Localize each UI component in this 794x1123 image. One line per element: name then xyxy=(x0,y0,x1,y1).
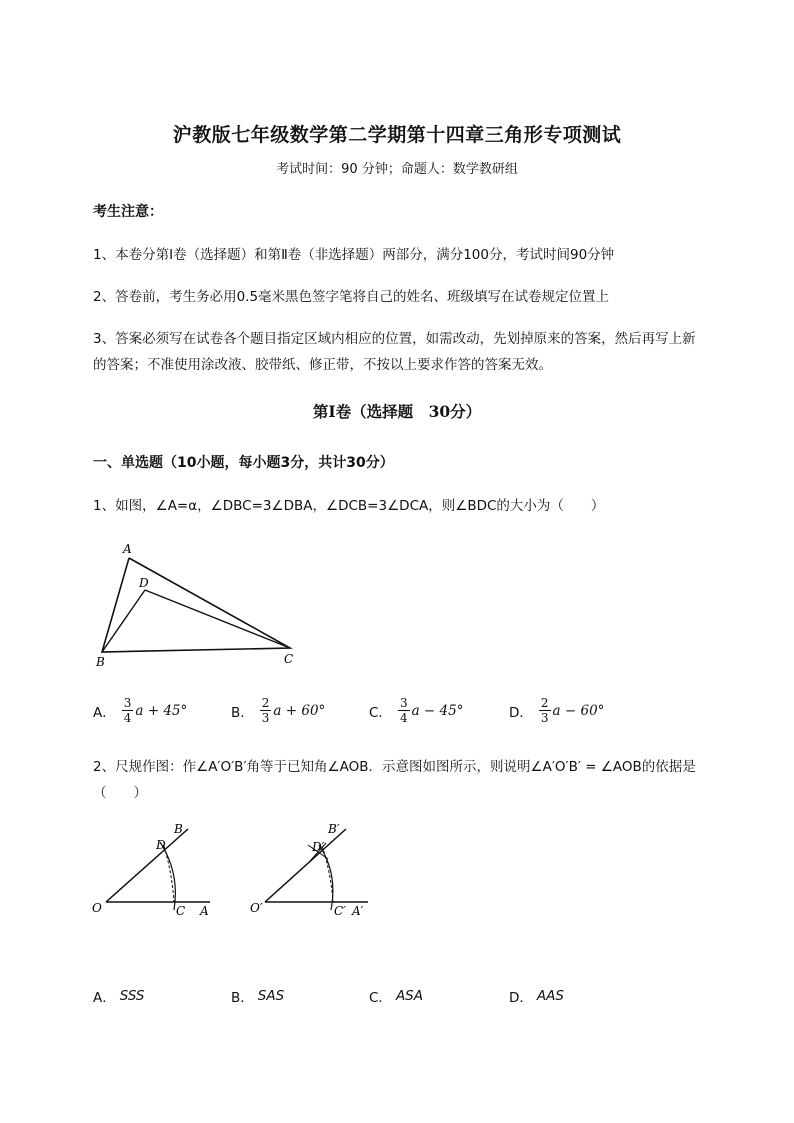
q2-option-c[interactable] xyxy=(369,986,423,1006)
option-b[interactable] xyxy=(231,696,325,725)
frac-den: 4 xyxy=(123,711,132,725)
frac-num: 3 xyxy=(123,696,132,710)
option-letter: D． xyxy=(509,704,533,721)
option-letter: A． xyxy=(93,704,116,721)
label-B: B xyxy=(174,822,183,836)
notice-item-2: 2、答卷前，考生务必用0.5毫米黑色签字笔将自己的姓名、班级填写在试卷规定位置上 xyxy=(93,289,610,305)
label-C: C xyxy=(284,652,294,666)
label-D-prime: D′ xyxy=(312,840,325,854)
option-expr: a + 60° xyxy=(273,702,326,719)
notice-item-3: 3、答案必须写在试卷各个题目指定区域内相应的位置，如需改动，先划掉原来的答案，然后再写上新 xyxy=(93,331,696,347)
page-title: 沪教版七年级数学第二学期第十四章三角形专项测试 xyxy=(172,124,622,146)
option-expr: a − 60° xyxy=(552,702,605,719)
option-letter: B． xyxy=(231,704,254,721)
option-d[interactable] xyxy=(509,696,604,725)
option-expr: a + 45° xyxy=(135,702,188,719)
label-A-prime: A′ xyxy=(352,904,364,918)
label-B-prime: B′ xyxy=(328,822,340,836)
option-letter: C． xyxy=(369,704,392,721)
option-letter: A． xyxy=(93,990,116,1006)
question-1-text: 1、如图，∠A=α，∠DBC=3∠DBA，∠DCB=3∠DCA，则∠BDC的大小为（ ） xyxy=(93,498,605,514)
label-C: C xyxy=(176,904,186,918)
label-B: B xyxy=(96,655,105,669)
label-O: O xyxy=(92,901,102,915)
label-A: A xyxy=(123,542,132,556)
label-D: D xyxy=(156,838,166,852)
group-heading: 一、单选题（10小题，每小题3分，共计30分） xyxy=(93,455,394,471)
notice-heading: 考生注意： xyxy=(93,204,163,220)
frac-num: 2 xyxy=(540,696,549,710)
q2-option-a[interactable] xyxy=(93,986,145,1006)
option-expr: a − 45° xyxy=(411,702,464,719)
option-value: SAS xyxy=(257,988,285,1004)
label-A: A xyxy=(200,904,209,918)
option-letter: D． xyxy=(509,990,533,1006)
q2-option-b[interactable] xyxy=(231,986,284,1006)
option-c[interactable] xyxy=(369,696,463,725)
question-2-text: 2、尺规作图：作∠A′O′B′角等于已知角∠AOB．示意图如图所示，则说明∠A′O′B′ = ∠AOB的依据是 xyxy=(93,759,696,775)
label-O-prime: O′ xyxy=(250,901,263,915)
option-letter: C． xyxy=(369,990,392,1006)
notice-item-3-cont: 的答案；不准使用涂改液、胶带纸、修正带，不按以上要求作答的答案无效。 xyxy=(93,357,552,373)
construction-figure xyxy=(88,815,388,925)
notice-item-1: 1、本卷分第Ⅰ卷（选择题）和第Ⅱ卷（非选择题）两部分，满分100分，考试时间90分钟 xyxy=(93,247,615,263)
option-a[interactable] xyxy=(93,696,187,725)
option-value: AAS xyxy=(536,988,564,1004)
frac-num: 3 xyxy=(399,696,408,710)
frac-num: 2 xyxy=(261,696,270,710)
frac-den: 3 xyxy=(261,711,270,725)
label-D: D xyxy=(139,576,149,590)
label-C-prime: C′ xyxy=(334,904,346,918)
triangle-figure xyxy=(88,540,308,670)
exam-info: 考试时间：90 分钟；命题人：数学教研组 xyxy=(276,162,518,177)
option-value: ASA xyxy=(395,988,423,1004)
section-title: 第Ⅰ卷（选择题 30分） xyxy=(312,402,482,421)
frac-den: 4 xyxy=(399,711,408,725)
option-letter: B． xyxy=(231,990,254,1006)
option-value: SSS xyxy=(119,988,145,1004)
q2-option-d[interactable] xyxy=(509,986,564,1006)
question-2-text-cont: （ ） xyxy=(93,785,147,801)
frac-den: 3 xyxy=(540,711,549,725)
